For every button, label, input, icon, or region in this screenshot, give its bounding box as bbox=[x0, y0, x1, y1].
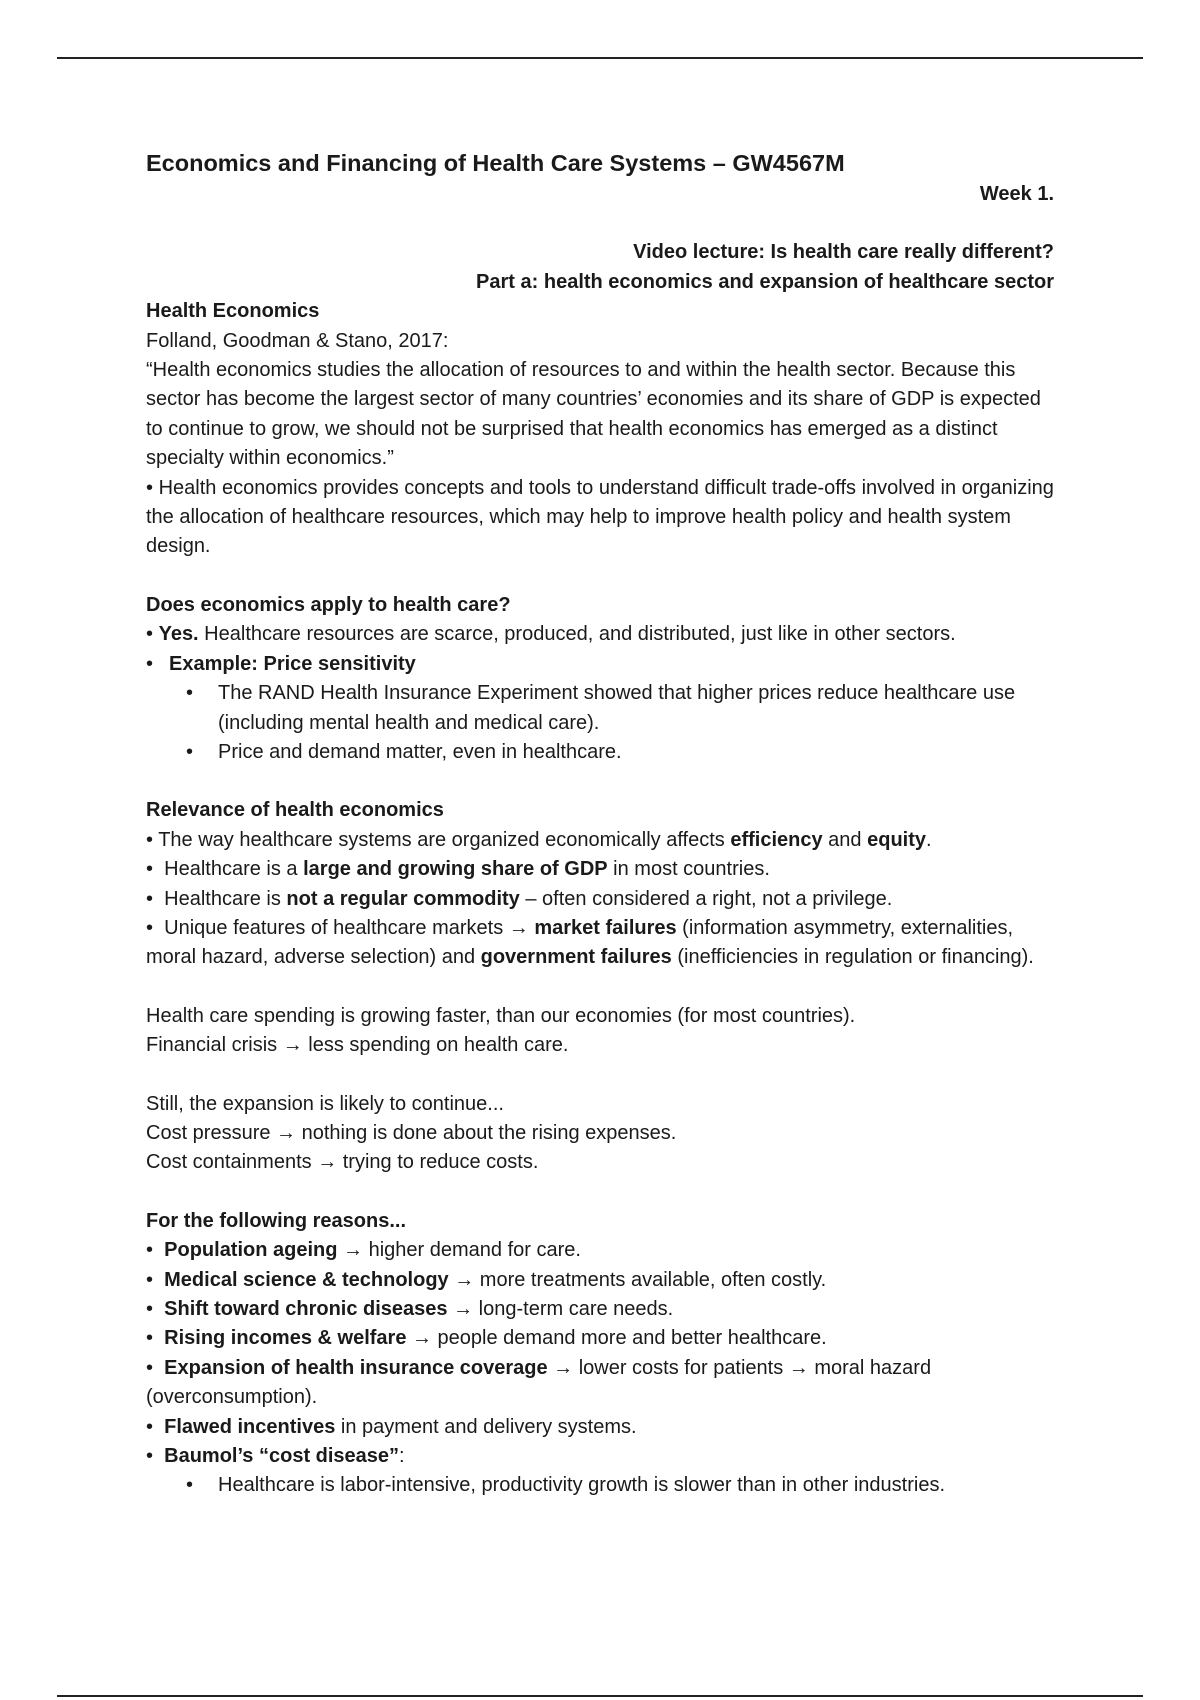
lecture-heading-block bbox=[146, 238, 1054, 297]
list-item bbox=[146, 885, 1054, 914]
bold-text: Medical science & technology bbox=[164, 1268, 449, 1291]
list-item bbox=[146, 1266, 1054, 1295]
spending-paragraph bbox=[146, 1002, 1054, 1061]
bullet-icon: • bbox=[146, 1327, 154, 1350]
list-item bbox=[146, 1471, 1054, 1500]
sub-bullet-list bbox=[146, 1471, 1054, 1500]
item-text: Healthcare is labor-intensive, productivity growth is slower than in other industries. bbox=[218, 1474, 946, 1497]
item-text: in most countries. bbox=[607, 858, 770, 881]
text-line: Still, the expansion is likely to continue... bbox=[146, 1092, 504, 1115]
bottom-rule bbox=[57, 1695, 1143, 1697]
list-item bbox=[146, 1354, 1054, 1413]
health-economics-section bbox=[146, 297, 1054, 562]
bold-text: Expansion of health insurance coverage bbox=[164, 1356, 548, 1379]
bullet-icon: • bbox=[146, 887, 154, 910]
text-line: Cost containments → trying to reduce costs. bbox=[146, 1151, 539, 1174]
list-item bbox=[146, 1324, 1054, 1353]
item-text: Unique features of healthcare markets → bbox=[164, 916, 535, 939]
bold-text: Example: Price sensitivity bbox=[169, 652, 416, 675]
bold-text: government failures bbox=[480, 946, 672, 969]
bullet-icon: • bbox=[146, 623, 154, 646]
item-text: → people demand more and better healthcare. bbox=[406, 1327, 827, 1350]
item-text: Healthcare resources are scarce, produced, and distributed, just like in other sectors. bbox=[198, 623, 956, 646]
does-economics-apply-section bbox=[146, 591, 1054, 767]
bold-text: Baumol’s “cost disease” bbox=[164, 1445, 400, 1468]
bullet-icon: • bbox=[146, 1356, 154, 1379]
bold-text: Population ageing bbox=[164, 1239, 338, 1262]
item-text: → long-term care needs. bbox=[447, 1298, 674, 1320]
text-line: Health care spending is growing faster, than our economies (for most countries). bbox=[146, 1004, 856, 1027]
list-item bbox=[146, 826, 1054, 855]
item-text: and bbox=[822, 828, 868, 851]
bullet-icon: • bbox=[146, 1298, 154, 1320]
item-text: – often considered a right, not a privilege. bbox=[519, 887, 893, 910]
bullet-text: Health economics provides concepts and tools to understand difficult trade-offs involved in organizing the allocation of healthcare resources, which may help to improve health policy and health system design. bbox=[146, 476, 1054, 558]
bullet-icon: • bbox=[146, 476, 154, 499]
text-line: Cost pressure → nothing is done about the rising expenses. bbox=[146, 1121, 677, 1144]
bullet-icon: • bbox=[146, 916, 154, 939]
bullet-icon: • bbox=[146, 1415, 154, 1438]
list-item bbox=[146, 679, 1054, 738]
bullet-icon: • bbox=[146, 1268, 154, 1291]
list-item bbox=[146, 1442, 1054, 1471]
section-heading: Relevance of health economics bbox=[146, 799, 444, 822]
bullet-icon: • bbox=[146, 828, 154, 851]
item-text: The RAND Health Insurance Experiment showed that higher prices reduce healthcare use (including mental health and medical care). bbox=[218, 682, 1016, 734]
item-text: Price and demand matter, even in healthcare. bbox=[218, 740, 622, 763]
item-text: (inefficiencies in regulation or financing). bbox=[671, 946, 1034, 969]
bold-text: equity bbox=[867, 828, 927, 851]
list-item bbox=[146, 1413, 1054, 1442]
bullet-list bbox=[146, 620, 1054, 679]
item-text: (information asymmetry, externalities, moral hazard, adverse selection) and bbox=[146, 916, 1014, 969]
item-text: Healthcare is bbox=[164, 887, 287, 910]
reasons-section bbox=[146, 1207, 1054, 1501]
document-title: Economics and Financing of Health Care Systems – GW4567M bbox=[146, 150, 845, 176]
bold-text: Yes. bbox=[158, 623, 199, 646]
bullet-icon: • bbox=[186, 1474, 194, 1497]
list-item bbox=[146, 620, 1054, 649]
bullet-icon: • bbox=[146, 858, 154, 881]
quote: “Health economics studies the allocation of resources to and within the health sector. Because this sector has become the largest sector of many countries’ economies and its share of GDP is expected to continue to grow, we should not be surprised that health economics has emerged as a distinct specialty within economics.” bbox=[146, 359, 1041, 470]
video-lecture-title: Video lecture: Is health care really different? bbox=[633, 241, 1054, 264]
item-text: in payment and delivery systems. bbox=[335, 1415, 637, 1438]
bold-text: market failures bbox=[534, 916, 677, 939]
bold-text: Rising incomes & welfare bbox=[164, 1327, 407, 1350]
item-text: . bbox=[926, 828, 932, 851]
week-label: Week 1. bbox=[979, 183, 1054, 205]
lecture-part-title: Part a: health economics and expansion of healthcare sector bbox=[476, 270, 1054, 293]
bold-text: efficiency bbox=[730, 828, 823, 851]
list-item bbox=[146, 914, 1054, 973]
bold-text: Flawed incentives bbox=[164, 1415, 336, 1438]
bullet-icon: • bbox=[186, 682, 194, 705]
citation: Folland, Goodman & Stano, 2017: bbox=[146, 329, 449, 352]
bold-text: Shift toward chronic diseases bbox=[164, 1298, 448, 1320]
top-rule bbox=[57, 57, 1143, 59]
bold-text: not a regular commodity bbox=[286, 887, 520, 910]
section-heading: Does economics apply to health care? bbox=[146, 593, 511, 616]
bold-text: large and growing share of GDP bbox=[303, 858, 608, 881]
expansion-paragraph bbox=[146, 1090, 1054, 1178]
list-item bbox=[146, 1236, 1054, 1265]
item-text: The way healthcare systems are organized economically affects bbox=[158, 828, 731, 851]
bullet-icon: • bbox=[186, 740, 194, 763]
bullet-icon: • bbox=[146, 1239, 154, 1262]
list-item bbox=[146, 738, 1054, 767]
list-item bbox=[146, 855, 1054, 884]
list-item bbox=[146, 650, 1054, 679]
item-text: → more treatments available, often costly. bbox=[448, 1268, 827, 1291]
item-text: Healthcare is a bbox=[164, 858, 304, 881]
text-line: Financial crisis → less spending on health care. bbox=[146, 1034, 569, 1057]
item-text: → higher demand for care. bbox=[337, 1239, 581, 1262]
document-page bbox=[146, 146, 1054, 1501]
list-item bbox=[146, 1295, 1054, 1324]
bullet-icon: • bbox=[146, 652, 154, 675]
sub-bullet-list bbox=[146, 679, 1054, 767]
bullet-paragraph bbox=[146, 474, 1054, 562]
section-heading: For the following reasons... bbox=[146, 1209, 407, 1232]
item-text: : bbox=[399, 1445, 405, 1468]
section-heading: Health Economics bbox=[146, 300, 320, 323]
item-text: → lower costs for patients → moral hazard (overconsumption). bbox=[146, 1356, 932, 1409]
bullet-icon: • bbox=[146, 1445, 154, 1468]
relevance-section bbox=[146, 796, 1054, 972]
